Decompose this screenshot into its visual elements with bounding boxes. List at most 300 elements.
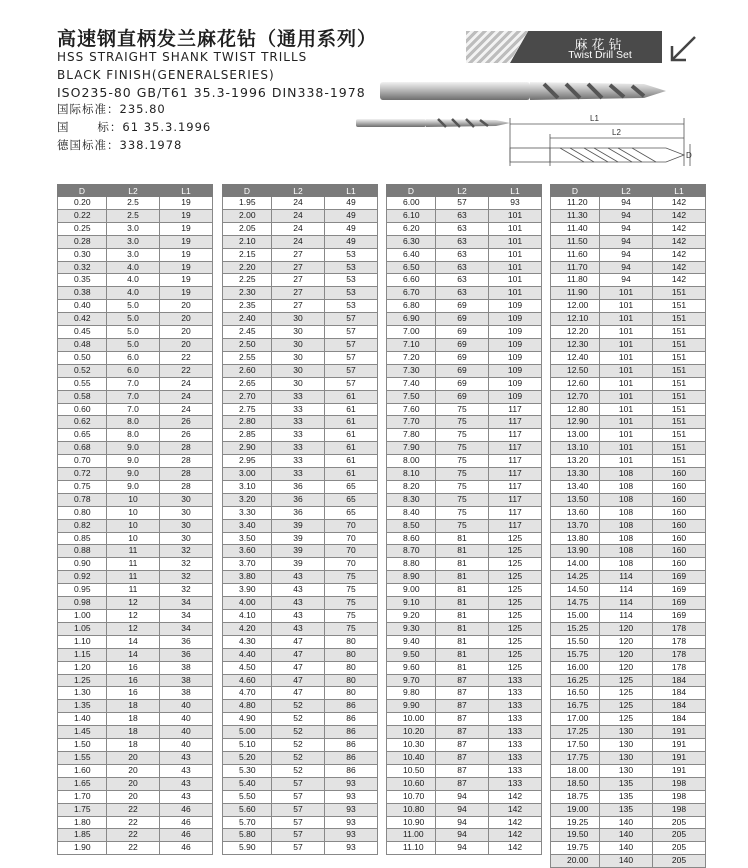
diameter-cell: 3.10 [223,480,272,493]
flute-length-cell: 94 [600,274,653,287]
total-length-cell: 75 [325,610,378,623]
table-row [551,480,706,493]
table-row [551,648,706,661]
total-length-cell: 109 [489,377,542,390]
column-header: L1 [160,185,213,197]
total-length-cell: 28 [160,468,213,481]
diameter-cell: 9.20 [387,610,436,623]
diameter-cell: 11.40 [551,222,600,235]
diameter-cell: 0.58 [58,390,107,403]
flute-length-cell: 24 [272,222,325,235]
table-row [551,700,706,713]
total-length-cell: 133 [489,700,542,713]
diameter-cell: 4.70 [223,687,272,700]
table-row [551,351,706,364]
table-row [58,326,213,339]
flute-length-cell: 94 [600,261,653,274]
table-row [223,700,378,713]
flute-length-cell: 125 [600,687,653,700]
table-row [387,842,542,855]
diameter-cell: 2.25 [223,274,272,287]
total-length-cell: 142 [489,842,542,855]
table-row [223,532,378,545]
table-row [223,790,378,803]
table-row [58,338,213,351]
total-length-cell: 184 [653,687,706,700]
total-length-cell: 109 [489,326,542,339]
page-title: 高速钢直柄发兰麻花钻（通用系列） [57,28,378,50]
diameter-cell: 15.00 [551,610,600,623]
diameter-cell: 0.20 [58,197,107,210]
table-row [551,532,706,545]
flute-length-cell: 30 [272,377,325,390]
flute-length-cell: 5.0 [107,313,160,326]
flute-length-cell: 63 [436,261,489,274]
flute-length-cell: 22 [107,803,160,816]
table-header-row [551,185,706,197]
flute-length-cell: 39 [272,532,325,545]
flute-length-cell: 94 [436,842,489,855]
flute-length-cell: 16 [107,661,160,674]
flute-length-cell: 4.0 [107,261,160,274]
total-length-cell: 151 [653,377,706,390]
total-length-cell: 40 [160,713,213,726]
table-row [551,674,706,687]
total-length-cell: 46 [160,816,213,829]
flute-length-cell: 33 [272,403,325,416]
diameter-cell: 0.82 [58,519,107,532]
total-length-cell: 93 [325,829,378,842]
table-row [387,480,542,493]
diameter-cell: 1.60 [58,764,107,777]
diameter-cell: 0.70 [58,455,107,468]
total-length-cell: 53 [325,300,378,313]
total-length-cell: 117 [489,493,542,506]
table-row [551,468,706,481]
total-length-cell: 61 [325,442,378,455]
table-row [58,197,213,210]
table-row [387,687,542,700]
flute-length-cell: 108 [600,519,653,532]
diameter-cell: 5.70 [223,816,272,829]
flute-length-cell: 10 [107,532,160,545]
flute-length-cell: 6.0 [107,364,160,377]
diameter-cell: 0.22 [58,209,107,222]
diameter-cell: 2.90 [223,442,272,455]
total-length-cell: 125 [489,661,542,674]
total-length-cell: 205 [653,829,706,842]
total-length-cell: 32 [160,584,213,597]
total-length-cell: 160 [653,519,706,532]
total-length-cell: 65 [325,480,378,493]
total-length-cell: 43 [160,790,213,803]
total-length-cell: 160 [653,493,706,506]
table-row [551,739,706,752]
total-length-cell: 49 [325,197,378,210]
total-length-cell: 75 [325,571,378,584]
flute-length-cell: 33 [272,468,325,481]
flute-length-cell: 81 [436,610,489,623]
flute-length-cell: 30 [272,364,325,377]
diameter-cell: 4.50 [223,661,272,674]
diameter-cell: 11.30 [551,209,600,222]
table-row [551,713,706,726]
diameter-cell: 7.80 [387,429,436,442]
total-length-cell: 142 [653,261,706,274]
total-length-cell: 38 [160,661,213,674]
table-row [223,300,378,313]
column-header: L2 [272,185,325,197]
flute-length-cell: 9.0 [107,480,160,493]
total-length-cell: 46 [160,803,213,816]
total-length-cell: 160 [653,480,706,493]
table-row [58,622,213,635]
flute-length-cell: 108 [600,480,653,493]
table-row [223,274,378,287]
table-row [58,764,213,777]
table-row [223,390,378,403]
table-row [58,713,213,726]
diameter-cell: 0.80 [58,506,107,519]
diameter-cell: 9.90 [387,700,436,713]
diameter-cell: 13.20 [551,455,600,468]
column-header: L1 [653,185,706,197]
flute-length-cell: 108 [600,558,653,571]
flute-length-cell: 36 [272,493,325,506]
flute-length-cell: 69 [436,351,489,364]
flute-length-cell: 47 [272,635,325,648]
flute-length-cell: 69 [436,390,489,403]
total-length-cell: 24 [160,390,213,403]
flute-length-cell: 101 [600,364,653,377]
total-length-cell: 142 [489,829,542,842]
diameter-cell: 2.35 [223,300,272,313]
table-row [387,532,542,545]
total-length-cell: 151 [653,455,706,468]
flute-length-cell: 7.0 [107,403,160,416]
diameter-cell: 8.10 [387,468,436,481]
diameter-cell: 2.80 [223,416,272,429]
total-length-cell: 198 [653,777,706,790]
table-row [58,584,213,597]
total-length-cell: 151 [653,326,706,339]
diameter-cell: 8.20 [387,480,436,493]
diameter-cell: 5.00 [223,726,272,739]
flute-length-cell: 18 [107,739,160,752]
flute-length-cell: 94 [436,816,489,829]
flute-length-cell: 27 [272,287,325,300]
table-row [551,377,706,390]
total-length-cell: 198 [653,803,706,816]
flute-length-cell: 7.0 [107,390,160,403]
diameter-cell: 5.80 [223,829,272,842]
diameter-cell: 6.40 [387,248,436,261]
flute-length-cell: 87 [436,764,489,777]
table-row [58,635,213,648]
table-row [387,416,542,429]
total-length-cell: 80 [325,661,378,674]
table-row [223,403,378,416]
total-length-cell: 61 [325,468,378,481]
table-row [58,300,213,313]
diameter-cell: 11.20 [551,197,600,210]
total-length-cell: 86 [325,713,378,726]
total-length-cell: 160 [653,532,706,545]
diameter-cell: 2.10 [223,235,272,248]
diameter-cell: 9.60 [387,661,436,674]
diameter-cell: 13.80 [551,532,600,545]
total-length-cell: 142 [489,816,542,829]
total-length-cell: 101 [489,248,542,261]
flute-length-cell: 16 [107,674,160,687]
table-row [58,235,213,248]
flute-length-cell: 101 [600,442,653,455]
flute-length-cell: 94 [600,209,653,222]
flute-length-cell: 16 [107,687,160,700]
diameter-cell: 12.70 [551,390,600,403]
table-row [58,493,213,506]
total-length-cell: 169 [653,584,706,597]
flute-length-cell: 11 [107,558,160,571]
flute-length-cell: 135 [600,803,653,816]
total-length-cell: 109 [489,300,542,313]
flute-length-cell: 69 [436,377,489,390]
table-row [387,648,542,661]
table-row [58,674,213,687]
table-row [387,764,542,777]
diameter-cell: 19.50 [551,829,600,842]
total-length-cell: 28 [160,480,213,493]
table-row [58,842,213,855]
table-row [58,726,213,739]
flute-length-cell: 4.0 [107,287,160,300]
table-row [387,803,542,816]
total-length-cell: 133 [489,777,542,790]
flute-length-cell: 81 [436,648,489,661]
diameter-cell: 9.30 [387,622,436,635]
table-row [387,739,542,752]
table-row [551,661,706,674]
total-length-cell: 117 [489,442,542,455]
table-row [551,751,706,764]
flute-length-cell: 101 [600,377,653,390]
table-row [223,313,378,326]
flute-length-cell: 47 [272,687,325,700]
flute-length-cell: 11 [107,545,160,558]
total-length-cell: 86 [325,751,378,764]
total-length-cell: 205 [653,842,706,855]
diameter-cell: 13.10 [551,442,600,455]
table-header-row [223,185,378,197]
flute-length-cell: 5.0 [107,326,160,339]
table-row [58,648,213,661]
total-length-cell: 19 [160,222,213,235]
total-length-cell: 109 [489,313,542,326]
flute-length-cell: 33 [272,416,325,429]
total-length-cell: 40 [160,700,213,713]
diameter-cell: 13.50 [551,493,600,506]
table-row [58,364,213,377]
table-row [387,519,542,532]
flute-length-cell: 3.0 [107,222,160,235]
table-row [387,235,542,248]
total-length-cell: 184 [653,674,706,687]
table-row [223,235,378,248]
table-row [58,700,213,713]
table-row [387,377,542,390]
column-header: L2 [600,185,653,197]
diameter-cell: 1.85 [58,829,107,842]
diameter-cell: 12.40 [551,351,600,364]
diameter-cell: 0.30 [58,248,107,261]
total-length-cell: 57 [325,338,378,351]
diameter-cell: 10.80 [387,803,436,816]
diameter-cell: 1.25 [58,674,107,687]
diameter-cell: 2.50 [223,338,272,351]
total-length-cell: 49 [325,222,378,235]
flute-length-cell: 27 [272,248,325,261]
diameter-cell: 0.62 [58,416,107,429]
flute-length-cell: 75 [436,480,489,493]
flute-length-cell: 12 [107,622,160,635]
table-row [58,222,213,235]
diameter-cell: 4.30 [223,635,272,648]
total-length-cell: 93 [325,790,378,803]
table-row [223,377,378,390]
table-row [223,816,378,829]
flute-length-cell: 63 [436,222,489,235]
flute-length-cell: 20 [107,764,160,777]
table-row [387,816,542,829]
flute-length-cell: 14 [107,648,160,661]
diameter-cell: 17.50 [551,739,600,752]
flute-length-cell: 140 [600,855,653,868]
total-length-cell: 178 [653,622,706,635]
table-row [58,313,213,326]
diameter-cell: 12.60 [551,377,600,390]
diameter-cell: 7.90 [387,442,436,455]
total-length-cell: 125 [489,648,542,661]
standards-line: ISO235-80 GB/T61 35.3-1996 DIN338-1978 [57,85,366,100]
total-length-cell: 151 [653,416,706,429]
flute-length-cell: 63 [436,287,489,300]
table-row [387,442,542,455]
flute-length-cell: 114 [600,584,653,597]
flute-length-cell: 27 [272,300,325,313]
diameter-cell: 0.92 [58,571,107,584]
flute-length-cell: 9.0 [107,468,160,481]
table-row [223,648,378,661]
total-length-cell: 117 [489,506,542,519]
total-length-cell: 151 [653,364,706,377]
total-length-cell: 142 [653,197,706,210]
total-length-cell: 28 [160,442,213,455]
total-length-cell: 57 [325,313,378,326]
table-row [387,222,542,235]
diameter-cell: 7.10 [387,338,436,351]
diameter-cell: 17.00 [551,713,600,726]
table-row [387,584,542,597]
flute-length-cell: 12 [107,597,160,610]
diameter-cell: 16.00 [551,661,600,674]
diameter-cell: 9.40 [387,635,436,648]
flute-length-cell: 8.0 [107,429,160,442]
total-length-cell: 178 [653,661,706,674]
diameter-cell: 0.78 [58,493,107,506]
table-row [387,468,542,481]
subtitle-en-1: HSS STRAIGHT SHANK TWIST TRILLS [57,50,308,64]
flute-length-cell: 57 [272,790,325,803]
diameter-cell: 4.00 [223,597,272,610]
table-row [223,829,378,842]
flute-length-cell: 2.5 [107,197,160,210]
table-row [551,558,706,571]
total-length-cell: 142 [653,222,706,235]
diameter-cell: 14.00 [551,558,600,571]
flute-length-cell: 87 [436,713,489,726]
total-length-cell: 86 [325,700,378,713]
table-row [223,584,378,597]
total-length-cell: 169 [653,610,706,623]
flute-length-cell: 81 [436,558,489,571]
spec-table-1 [57,184,213,855]
total-length-cell: 125 [489,597,542,610]
total-length-cell: 61 [325,403,378,416]
diameter-cell: 0.85 [58,532,107,545]
table-row [387,571,542,584]
diameter-cell: 6.00 [387,197,436,210]
flute-length-cell: 140 [600,829,653,842]
flute-length-cell: 18 [107,700,160,713]
column-header: L2 [436,185,489,197]
total-length-cell: 80 [325,687,378,700]
diameter-cell: 0.38 [58,287,107,300]
flute-length-cell: 5.0 [107,338,160,351]
total-length-cell: 184 [653,713,706,726]
table-row [387,364,542,377]
table-row [387,674,542,687]
total-length-cell: 93 [325,803,378,816]
flute-length-cell: 47 [272,661,325,674]
flute-length-cell: 52 [272,713,325,726]
flute-length-cell: 125 [600,674,653,687]
flute-length-cell: 81 [436,584,489,597]
diameter-cell: 1.80 [58,816,107,829]
total-length-cell: 57 [325,377,378,390]
table-row [58,377,213,390]
flute-length-cell: 125 [600,700,653,713]
flute-length-cell: 22 [107,842,160,855]
diameter-cell: 6.10 [387,209,436,222]
drill-diagram [354,76,694,176]
total-length-cell: 46 [160,829,213,842]
diameter-cell: 13.70 [551,519,600,532]
table-row [223,622,378,635]
drill-photo-small [356,119,510,127]
diameter-cell: 4.10 [223,610,272,623]
flute-length-cell: 57 [272,816,325,829]
diameter-cell: 11.70 [551,261,600,274]
table-row [58,661,213,674]
diameter-cell: 6.60 [387,274,436,287]
flute-length-cell: 81 [436,532,489,545]
table-row [58,519,213,532]
diameter-cell: 13.60 [551,506,600,519]
table-row [58,739,213,752]
flute-length-cell: 3.0 [107,235,160,248]
total-length-cell: 61 [325,455,378,468]
total-length-cell: 133 [489,739,542,752]
